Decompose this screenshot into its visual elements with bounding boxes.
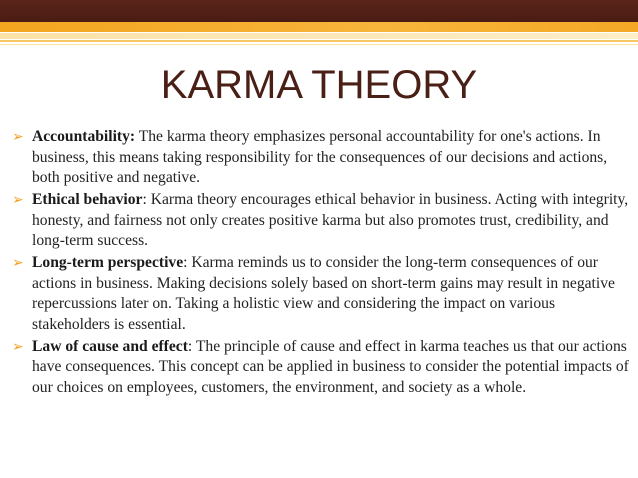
header-band-gold <box>0 22 638 32</box>
arrow-bullet-icon: ➢ <box>12 255 24 271</box>
bullet-term: Accountability: <box>32 128 136 145</box>
arrow-bullet-icon: ➢ <box>12 129 24 145</box>
header-band-dark <box>0 0 638 22</box>
arrow-bullet-icon: ➢ <box>12 192 24 208</box>
bullet-text: : Karma theory encourages ethical behavior in business. Acting with integrity, honesty, and fairness not only creates positive karma but also promotes trust, credibility, and long-term success. <box>32 191 629 249</box>
bullet-text: The karma theory emphasizes personal accountability for one's actions. In business, this means taking responsibility for the consequences of our decisions and actions, both positive and negative. <box>32 128 608 186</box>
bullet-item-long-term-perspective <box>12 253 634 335</box>
header-band-light <box>0 33 638 39</box>
bullet-term: Law of cause and effect <box>32 337 188 355</box>
header-stripe <box>0 40 638 42</box>
bullet-item-ethical-behavior <box>12 190 634 252</box>
bullet-term: Ethical behavior <box>32 191 143 208</box>
bullet-text: : Karma reminds us to consider the long-term consequences of our actions in business. Making decisions solely based on short-term gains may result in negative repercussions later on. Taking a holistic view and considering the impact on various stakeholders is essential. <box>32 254 615 333</box>
slide-title: KARMA THEORY <box>160 63 478 107</box>
arrow-bullet-icon: ➢ <box>12 338 24 355</box>
header-stripe-thin <box>0 44 638 45</box>
bullet-item-accountability <box>12 127 634 189</box>
bullet-text: : The principle of cause and effect in karma teaches us that our actions have consequences. This concept can be applied in business to consider the potential impacts of our choices on employees, customers, the environment, and society as a whole. <box>32 337 629 396</box>
bullet-list <box>12 127 634 400</box>
bullet-item-cause-and-effect <box>12 337 634 399</box>
bullet-term: Long-term perspective <box>32 254 184 271</box>
